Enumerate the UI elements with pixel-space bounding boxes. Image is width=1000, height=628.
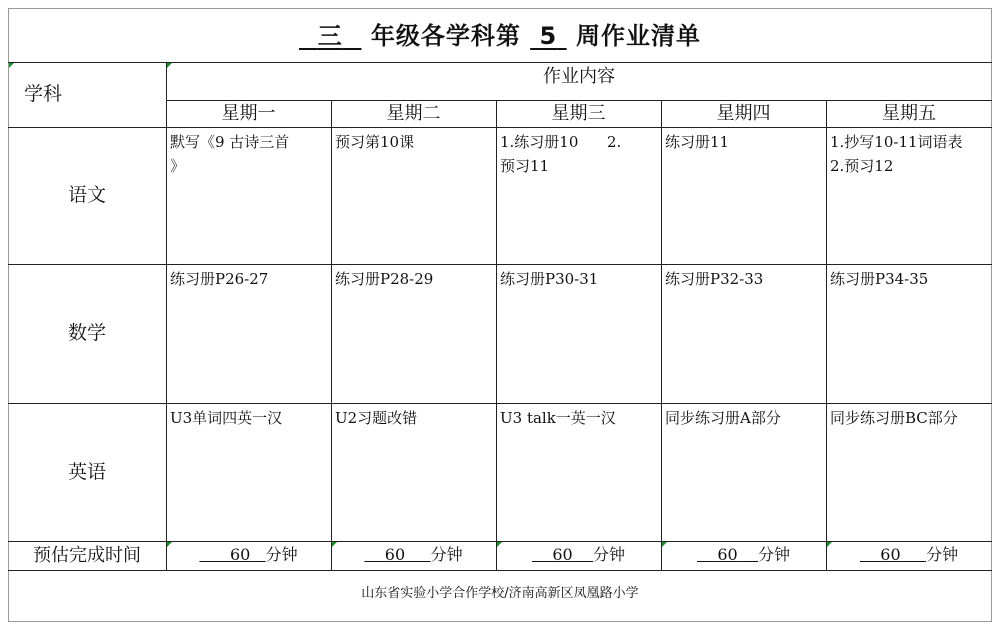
time-fri xyxy=(826,541,992,570)
time-tue xyxy=(331,541,496,570)
time-underline: 60 xyxy=(880,545,901,564)
content-header: 作业内容 xyxy=(543,66,615,87)
english-mon: U3单词四英一汉 xyxy=(170,409,283,427)
english-tue: U2习题改错 xyxy=(335,409,418,427)
chinese-mon: 默写《9 古诗三首 》 xyxy=(170,133,290,175)
time-unit: 分钟 xyxy=(758,545,791,564)
chinese-tue: 预习第10课 xyxy=(335,133,415,151)
math-thu: 练习册P32-33 xyxy=(665,270,764,288)
chinese-fri: 1.抄写10-11词语表 2.预习12 xyxy=(830,133,963,175)
time-unit: 分钟 xyxy=(265,545,298,564)
english-thu: 同步练习册A部分 xyxy=(665,409,781,427)
subject-math: 数学 xyxy=(67,322,106,344)
time-underline: 60 xyxy=(384,545,406,564)
chinese-thu: 练习册11 xyxy=(665,133,730,151)
time-underline: 60 xyxy=(229,545,251,564)
english-fri: 同步练习册BC部分 xyxy=(830,409,958,427)
time-unit: 分钟 xyxy=(926,545,959,564)
day-header-fri: 星期五 xyxy=(882,103,936,124)
math-wed: 练习册P30-31 xyxy=(500,270,599,288)
math-mon: 练习册P26-27 xyxy=(170,270,269,288)
title-grade: 三 xyxy=(317,22,343,50)
math-fri: 练习册P34-35 xyxy=(830,270,929,288)
day-header-mon: 星期一 xyxy=(221,103,276,124)
time-thu xyxy=(661,541,826,570)
subject-english: 英语 xyxy=(67,461,106,483)
title-text-1: 年级各学科第 xyxy=(370,22,521,50)
page-title xyxy=(8,14,992,58)
time-underline: 60 xyxy=(717,545,738,564)
time-mon xyxy=(166,541,331,570)
time-label: 预估完成时间 xyxy=(33,545,141,566)
day-header-wed: 星期三 xyxy=(551,103,606,124)
time-unit: 分钟 xyxy=(430,545,463,564)
chinese-wed: 1.练习册10 2. 预习11 xyxy=(500,133,622,175)
subject-header: 学科 xyxy=(23,83,62,105)
title-text-2: 周作业清单 xyxy=(575,22,701,50)
math-tue: 练习册P28-29 xyxy=(335,270,434,288)
day-header-thu: 星期四 xyxy=(716,103,771,124)
time-wed xyxy=(496,541,661,570)
school-footer: 山东省实验小学合作学校/济南高新区凤凰路小学 xyxy=(361,586,639,601)
day-header-tue: 星期二 xyxy=(386,103,441,124)
time-underline: 60 xyxy=(552,545,573,564)
title-week: 5 xyxy=(539,22,558,50)
grid-line xyxy=(8,570,992,571)
subject-chinese: 语文 xyxy=(67,184,106,206)
time-unit: 分钟 xyxy=(593,545,626,564)
english-wed: U3 talk一英一汉 xyxy=(500,409,616,427)
